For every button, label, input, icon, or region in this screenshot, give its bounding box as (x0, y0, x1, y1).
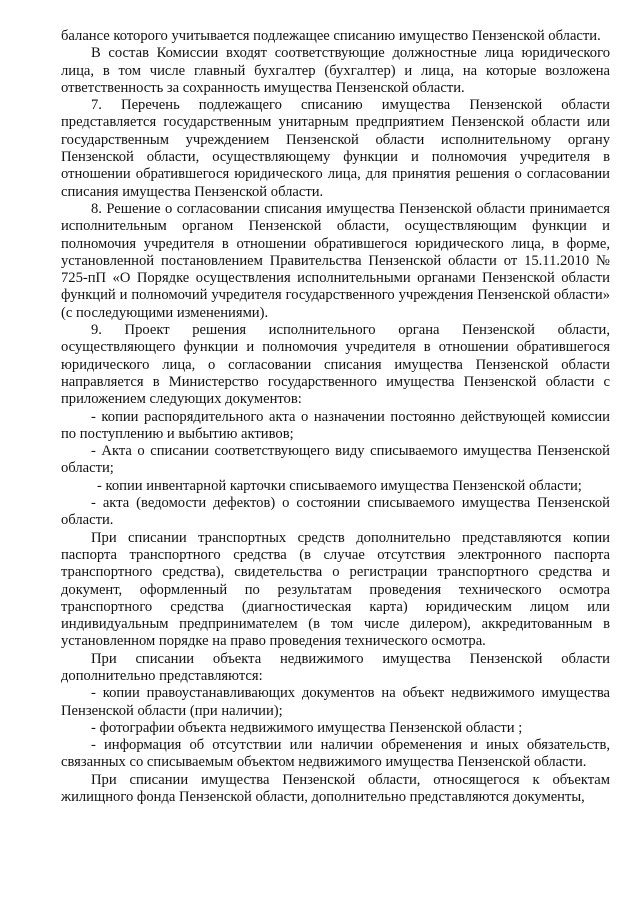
paragraph: При списании транспортных средств дополнительно представляются копии паспорта транспортного средства (в случае отсутствия электронного паспорта транспортного средства), свидетельства о регистрации транспортного средства и документ, оформленный по результатам проведения технического осмотра транспортного средства (диагностическая карта) юридическим лицом или индивидуальным предпринимателем (в том числе дилером), аккредитованным в установленном порядке на право проведения технического осмотра. (61, 529, 610, 650)
list-item: - информация об отсутствии или наличии обременения и иных обязательств, связанных со списываемым объектом недвижимого имущества Пензенской области. (61, 737, 610, 771)
list-item: - копии правоустанавливающих документов на объект недвижимого имущества Пензенской области (при наличии); (61, 685, 610, 719)
list-item: - копии инвентарной карточки списываемого имущества Пензенской области; (97, 477, 582, 494)
paragraph-item-7: 7. Перечень подлежащего списанию имущества Пензенской области представляется государственным унитарным предприятием Пензенской области или государственным учреждением Пензенской области исполнительному органу Пензенской области, осуществляющему функции и полномочия учредителя в отношении обратившегося юридического лица, для принятия решения о согласовании списания имущества Пензенской области. (61, 97, 610, 200)
paragraph: В состав Комиссии входят соответствующие должностные лица юридического лица, в том числе главный бухгалтер (бухгалтер) и лица, на которые возложена ответственность за сохранность имущества Пензенской области. (61, 45, 610, 96)
list-item: - Акта о списании соответствующего виду списываемого имущества Пензенской области; (61, 443, 610, 477)
paragraph: При списании имущества Пензенской области, относящегося к объектам жилищного фонда Пензенской области, дополнительно представляются документы, (61, 771, 610, 806)
list-item: - фотографии объекта недвижимого имущества Пензенской области ; (91, 719, 523, 736)
list-item: - копии распорядительного акта о назначении постоянно действующей комиссии по поступлению и выбытию активов; (61, 408, 610, 442)
paragraph: При списании объекта недвижимого имущества Пензенской области дополнительно представляются: (61, 650, 610, 684)
paragraph-item-9: 9. Проект решения исполнительного органа Пензенской области, осуществляющего функции и полномочия учредителя в отношении обратившегося юридического лица, о согласовании списания имущества Пензенской области направляется в Министерство государственного имущества Пензенской области с приложением следующих документов: (61, 322, 610, 408)
paragraph-item-8: 8. Решение о согласовании списания имущества Пензенской области принимается исполнительным органом Пензенской области, осуществляющим функции и полномочия учредителя в отношении обратившегося юридического лица, в форме, установленной постановлением Правительства Пензенской области от 15.11.2010 № 725-пП «О Порядке осуществления исполнительными органами Пензенской области функций и полномочий учредителя государственного учреждения Пензенской области» (с последующими изменениями). (61, 200, 610, 321)
list-item: - акта (ведомости дефектов) о состоянии списываемого имущества Пензенской области. (61, 495, 610, 529)
paragraph: балансе которого учитывается подлежащее списанию имущество Пензенской области. (61, 28, 601, 44)
